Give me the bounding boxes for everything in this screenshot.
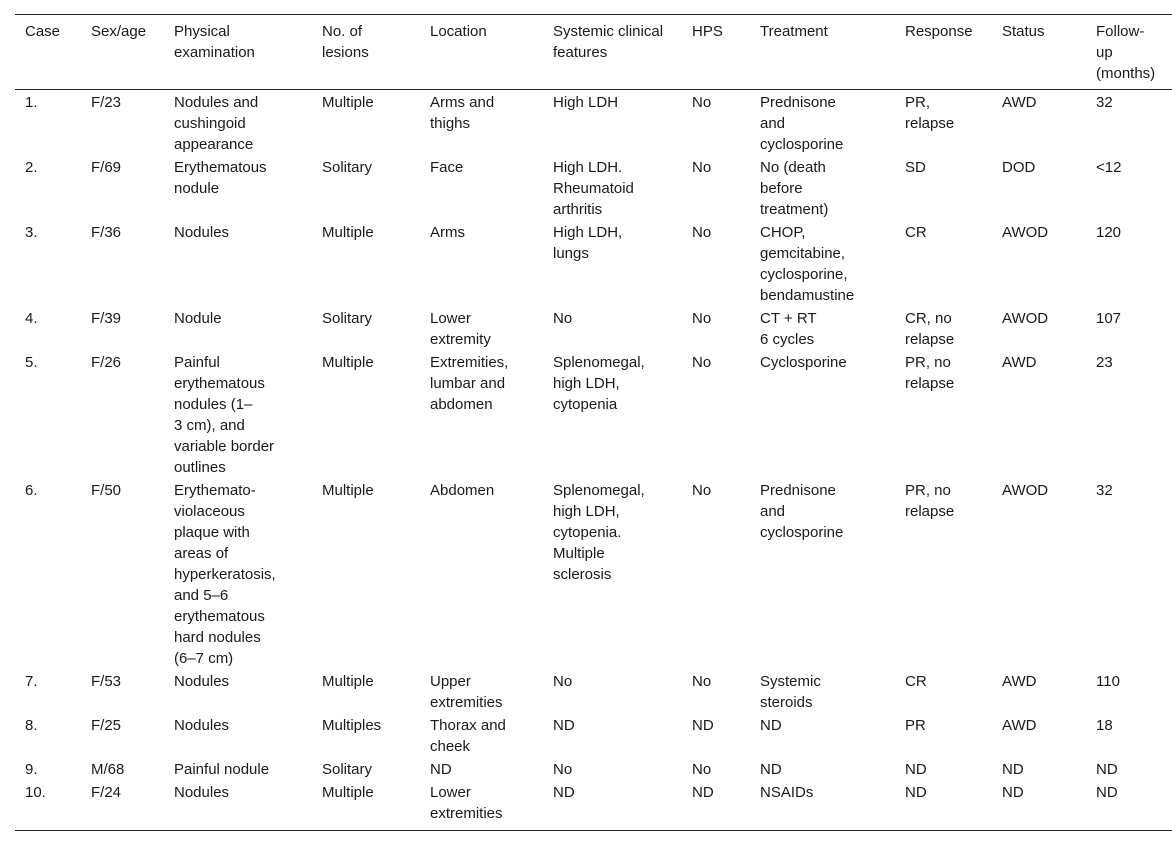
table-row [15,308,1172,352]
table-cell-location: Lower extremities [430,784,503,822]
table-cell-hps: No [692,761,712,778]
table-cell-location: ND [430,761,452,778]
table-cell-sex-age: F/36 [91,224,122,241]
table-row [15,715,1172,759]
table-cell-status: AWOD [1002,482,1049,499]
column-header-response: Response [905,23,973,40]
table-cell-systemic-clinical-features: High LDH, lungs [553,224,623,262]
table-cell-follow-up-months: <12 [1096,159,1122,176]
table-cell-follow-up-months: 18 [1096,717,1113,734]
table-cell-status: AWD [1002,717,1037,734]
clinical-cases-table-container [15,14,1172,831]
table-cell-case: 5. [25,354,38,371]
table-cell-physical-examination: Erythematous nodule [174,159,267,197]
table-cell-response: CR [905,224,927,241]
table-cell-sex-age: F/26 [91,354,122,371]
table-cell-physical-examination: Nodules [174,784,230,801]
table-cell-sex-age: F/25 [91,717,122,734]
table-cell-hps: No [692,482,712,499]
table-cell-physical-examination: Nodules and cushingoid appearance [174,94,259,153]
table-row [15,759,1172,782]
table-cell-no-of-lesions: Multiple [322,354,374,371]
table-cell-case: 10. [25,784,46,801]
table-cell-response: PR, relapse [905,94,955,132]
table-cell-response: CR [905,673,927,690]
table-cell-no-of-lesions: Multiple [322,94,374,111]
table-cell-status: AWD [1002,354,1037,371]
table-cell-case: 8. [25,717,38,734]
table-cell-follow-up-months: 107 [1096,310,1122,327]
table-cell-hps: ND [692,717,714,734]
table-cell-no-of-lesions: Multiple [322,784,374,801]
table-cell-treatment: Systemic steroids [760,673,821,711]
table-cell-follow-up-months: ND [1096,784,1118,801]
table-cell-status: DOD [1002,159,1036,176]
table-row [15,352,1172,480]
table-cell-status: AWOD [1002,310,1049,327]
table-cell-treatment: ND [760,761,782,778]
table-cell-sex-age: F/69 [91,159,122,176]
table-cell-case: 2. [25,159,38,176]
table-cell-systemic-clinical-features: No [553,761,573,778]
table-cell-hps: ND [692,784,714,801]
table-cell-hps: No [692,159,712,176]
table-cell-no-of-lesions: Solitary [322,159,373,176]
table-cell-response: PR, no relapse [905,482,955,520]
table-cell-response: SD [905,159,926,176]
table-cell-hps: No [692,310,712,327]
table-cell-treatment: CT + RT 6 cycles [760,310,817,348]
table-cell-systemic-clinical-features: Splenomegal, high LDH, cytopenia [553,354,645,413]
table-cell-systemic-clinical-features: ND [553,717,575,734]
table-cell-location: Face [430,159,464,176]
table-cell-hps: No [692,354,712,371]
table-cell-no-of-lesions: Multiples [322,717,382,734]
table-cell-follow-up-months: 23 [1096,354,1113,371]
table-cell-follow-up-months: 32 [1096,94,1113,111]
table-cell-systemic-clinical-features: Splenomegal, high LDH, cytopenia. Multiple sclerosis [553,482,645,583]
table-cell-case: 4. [25,310,38,327]
table-cell-physical-examination: Nodules [174,717,230,734]
table-cell-response: ND [905,784,927,801]
table-cell-follow-up-months: ND [1096,761,1118,778]
column-header-physical-examination: Physical examination [174,23,255,61]
column-header-follow-up-months: Follow- up (months) [1096,23,1156,82]
table-cell-systemic-clinical-features: High LDH. Rheumatoid arthritis [553,159,634,218]
table-cell-sex-age: F/53 [91,673,122,690]
table-cell-no-of-lesions: Solitary [322,310,373,327]
column-header-systemic-clinical-features: Systemic clinical features [553,23,664,61]
table-row [15,90,1172,158]
table-cell-follow-up-months: 32 [1096,482,1113,499]
table-cell-no-of-lesions: Multiple [322,224,374,241]
table-cell-case: 1. [25,94,38,111]
table-cell-sex-age: M/68 [91,761,125,778]
table-row [15,480,1172,671]
table-cell-systemic-clinical-features: ND [553,784,575,801]
column-header-status: Status [1002,23,1045,40]
table-cell-follow-up-months: 110 [1096,673,1120,690]
table-cell-location: Upper extremities [430,673,503,711]
column-header-hps: HPS [692,23,723,40]
table-cell-case: 6. [25,482,38,499]
table-cell-status: ND [1002,784,1024,801]
column-header-case: Case [25,23,61,40]
table-cell-treatment: Cyclosporine [760,354,847,371]
table-cell-status: AWD [1002,94,1037,111]
table-cell-physical-examination: Nodule [174,310,222,327]
table-cell-physical-examination: Nodules [174,224,230,241]
table-cell-systemic-clinical-features: No [553,673,573,690]
table-cell-physical-examination: Painful erythematous nodules (1– 3 cm), and variable border outlines [174,354,275,476]
table-cell-case: 3. [25,224,38,241]
table-cell-location: Extremities, lumbar and abdomen [430,354,509,413]
column-header-sex-age: Sex/age [91,23,147,40]
table-row [15,671,1172,715]
table-cell-sex-age: F/39 [91,310,122,327]
table-cell-physical-examination: Painful nodule [174,761,270,778]
table-cell-treatment: NSAIDs [760,784,814,801]
table-cell-physical-examination: Nodules [174,673,230,690]
table-cell-location: Arms [430,224,465,241]
table-cell-response: PR [905,717,926,734]
table-cell-hps: No [692,673,712,690]
clinical-cases-table [15,14,1172,831]
table-cell-location: Arms and thighs [430,94,495,132]
table-cell-case: 9. [25,761,38,778]
table-row [15,157,1172,222]
table-cell-case: 7. [25,673,38,690]
table-cell-physical-examination: Erythemato- violaceous plaque with areas of hyperkeratosis, and 5–6 erythematous hard nodules (6–7 cm) [174,482,276,667]
table-cell-sex-age: F/24 [91,784,122,801]
table-cell-treatment: No (death before treatment) [760,159,829,218]
column-header-no-of-lesions: No. of lesions [322,23,369,61]
table-row [15,222,1172,308]
table-cell-sex-age: F/23 [91,94,122,111]
table-cell-status: AWOD [1002,224,1049,241]
table-cell-location: Thorax and cheek [430,717,506,755]
table-header [15,15,1172,90]
table-cell-no-of-lesions: Multiple [322,482,374,499]
column-header-location: Location [430,23,487,40]
table-cell-follow-up-months: 120 [1096,224,1122,241]
table-cell-sex-age: F/50 [91,482,122,499]
table-cell-location: Abdomen [430,482,495,499]
table-cell-treatment: CHOP, gemcitabine, cyclosporine, bendamustine [760,224,855,304]
header-row [15,15,1172,90]
table-cell-no-of-lesions: Solitary [322,761,373,778]
table-cell-status: AWD [1002,673,1037,690]
table-body [15,90,1172,831]
table-cell-systemic-clinical-features: High LDH [553,94,619,111]
table-cell-status: ND [1002,761,1024,778]
table-cell-treatment: Prednisone and cyclosporine [760,94,844,153]
table-row [15,782,1172,831]
table-cell-no-of-lesions: Multiple [322,673,374,690]
table-cell-systemic-clinical-features: No [553,310,573,327]
table-cell-hps: No [692,224,712,241]
column-header-treatment: Treatment [760,23,828,40]
table-cell-treatment: ND [760,717,782,734]
table-cell-location: Lower extremity [430,310,491,348]
table-cell-response: CR, no relapse [905,310,955,348]
table-cell-treatment: Prednisone and cyclosporine [760,482,844,541]
table-cell-response: ND [905,761,927,778]
table-cell-hps: No [692,94,712,111]
table-cell-response: PR, no relapse [905,354,955,392]
